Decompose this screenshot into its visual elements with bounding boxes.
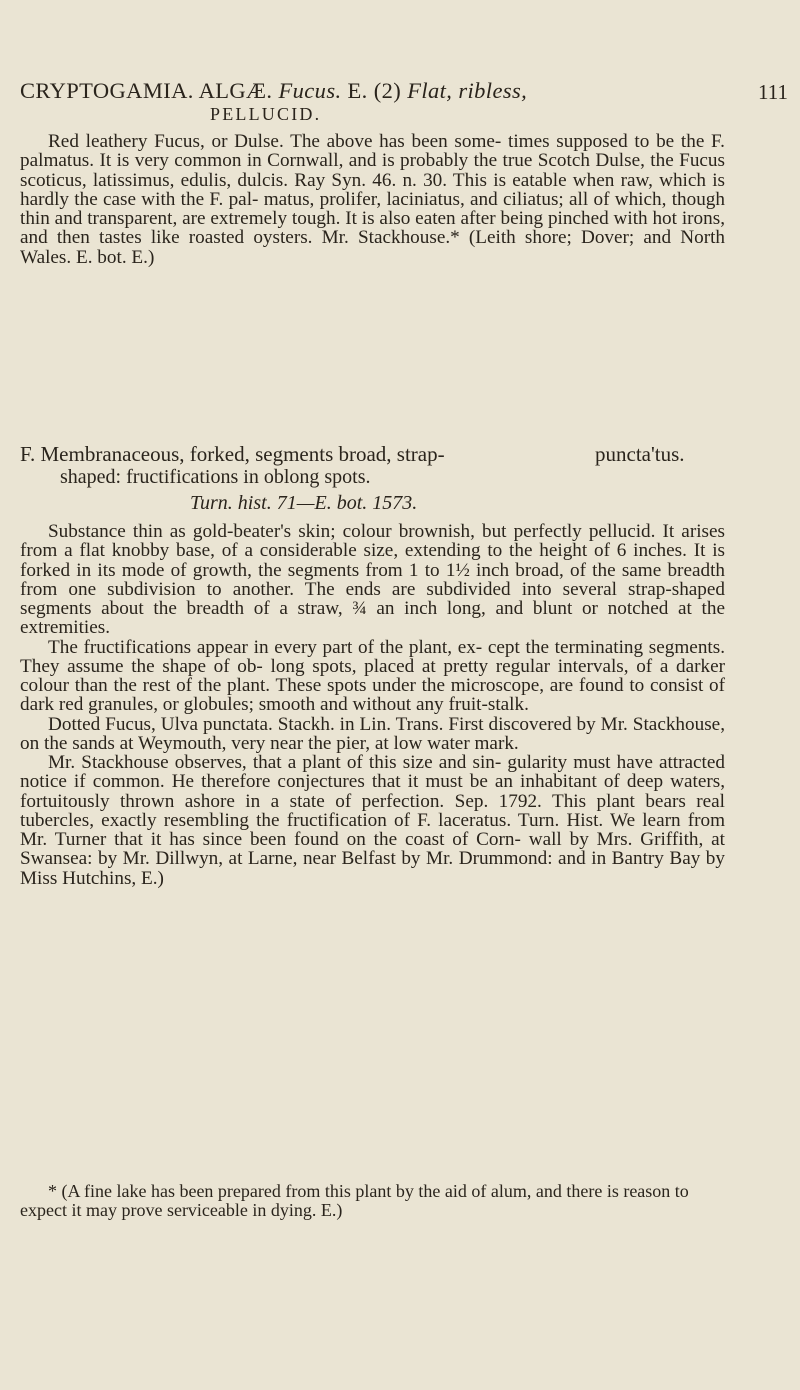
text-line: microscope, are found to consist of dark red granules, or	[20, 675, 725, 716]
text-line: globules; smooth and without any fruit-stalk.	[183, 694, 529, 716]
entry-dulse-text	[20, 132, 725, 267]
text-line: scoticus, latissimus, edulis, dulcis. Ray Syn. 46. n. 30. This	[20, 169, 488, 191]
text-line: fructification of F. laceratus. Turn. Hist. We learn from	[286, 809, 726, 831]
paragraph-observations	[20, 753, 725, 888]
text-line: * (A fine lake has been prepared from this plant by the aid of alum,	[48, 1181, 532, 1201]
paragraph-discovery	[20, 715, 725, 754]
running-head	[20, 78, 527, 104]
species-diagnosis: F. Membranaceous, forked, segments broad, strap-	[20, 442, 445, 466]
text-line: is eatable when raw, which is hardly the case with the F. pal-	[20, 169, 725, 210]
text-line: matus, prolifer, laciniatus, and ciliatus; all of which, though	[263, 188, 725, 210]
page-header	[20, 78, 788, 124]
text-line: considerable size, extending to the height of 6 inches. It is	[259, 540, 725, 562]
text-line: Substance thin as gold-beater's skin; colour brownish, but	[48, 521, 507, 542]
paragraph-fructifications	[20, 638, 725, 715]
running-head-genus: Fucus.	[278, 78, 342, 103]
footnote-text	[20, 1182, 740, 1220]
text-line: thin and transparent, are extremely tough. It is also eaten	[20, 208, 456, 229]
species-name-tag: puncta'tus.	[595, 442, 685, 466]
text-line: discovered by Mr. Stackhouse, on the sands at Weymouth,	[20, 713, 725, 754]
text-line: forked in its mode of growth, the segments from 1 to 1½ inch	[20, 559, 510, 581]
text-line: very near the pier, at low water mark.	[231, 732, 519, 754]
text-line: This plant bears real tubercles, exactly resembling the	[20, 790, 726, 831]
text-line: wall by Mrs. Griffith, at Swansea: by Mr. Dillwyn, at	[20, 829, 725, 870]
species-reference: Turn. hist. 71—E. bot. 1573.	[190, 492, 418, 514]
species-heading	[20, 442, 800, 467]
running-head-section-desc: Flat, ribless,	[407, 78, 528, 103]
text-line: about the breadth of a straw, ¾ an inch long, and blunt or	[101, 598, 598, 619]
page-number: 111	[758, 80, 788, 104]
running-head-section: E. (2)	[341, 78, 408, 103]
text-line: colour than the rest of the plant. These spots under the	[20, 675, 446, 696]
text-line: oysters. Mr. Stackhouse.* (Leith shore; Dover; and North	[253, 227, 726, 249]
running-head-prefix: CRYPTOGAMIA. ALGÆ.	[20, 78, 279, 103]
text-line: times supposed to be the F. palmatus. It is very common in	[20, 131, 725, 172]
text-line: broad, of the same breadth from one subdivision to another.	[20, 559, 725, 600]
text-line: long spots, placed at pretty regular intervals, of a darker	[270, 655, 726, 677]
text-line: Dotted Fucus, Ulva punctata. Stackh. in Lin. Trans. First	[48, 713, 484, 735]
text-line: after being pinched with hot irons, and then tastes like roasted	[20, 208, 725, 249]
text-line: The ends are subdivided into several strap-shaped segments	[20, 578, 726, 619]
section-subhead: PELLUCID.	[210, 104, 322, 124]
text-line: conjectures that it must be an inhabitant of deep waters,	[277, 771, 726, 793]
text-line: Wales. E. bot. E.)	[20, 246, 155, 268]
text-line: gularity must have attracted notice if common. He therefore	[20, 752, 725, 793]
text-line: Cornwall, and is probably the true Scotch Dulse, the Fucus	[267, 150, 725, 172]
text-line: Miss Hutchins, E.)	[20, 867, 164, 889]
species-diagnosis-cont: shaped: fructifications in oblong spots.	[60, 466, 371, 488]
footnote	[20, 1182, 740, 1220]
text-line: Mr. Stackhouse observes, that a plant of this size and sin-	[48, 752, 502, 773]
text-line: Mr. Turner that it has since been found on the coast of Corn-	[20, 829, 521, 850]
text-block	[20, 132, 725, 267]
text-line: Red leathery Fucus, or Dulse. The above has been some-	[48, 131, 502, 152]
text-line: Larne, near Belfast by Mr. Drummond: and in Bantry Bay by	[247, 848, 725, 870]
text-line: fortuitously thrown ashore in a state of perfection. Sep. 1792.	[20, 790, 542, 812]
paragraph-substance	[20, 522, 725, 638]
text-line: notched at the extremities.	[20, 598, 725, 639]
entry-description	[20, 522, 725, 888]
text-line: The fructifications appear in every part of the plant, ex-	[48, 636, 483, 658]
text-line: and there is reason to expect it may prove serviceable in dying. E.)	[20, 1181, 689, 1220]
text-line: cept the terminating segments. They assume the shape of ob-	[20, 636, 726, 677]
text-line: perfectly pellucid. It arises from a flat knobby base, of a	[20, 521, 725, 562]
